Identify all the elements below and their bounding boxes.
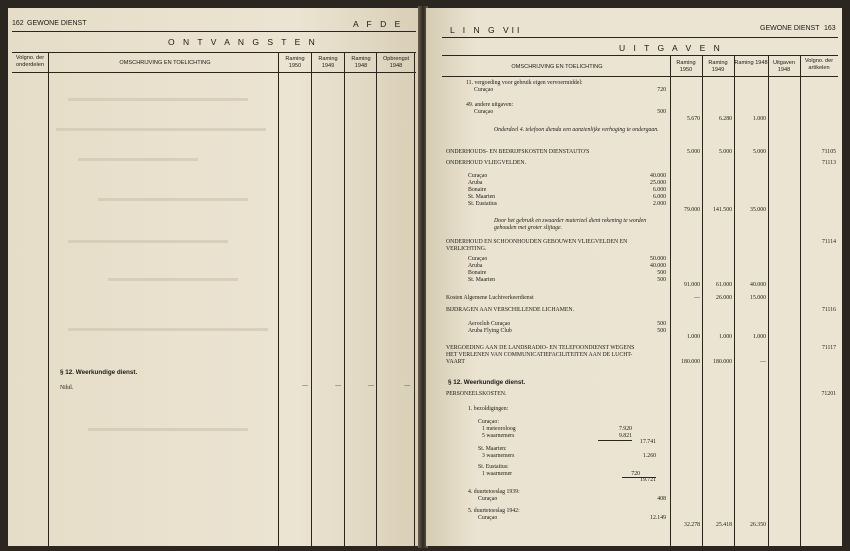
val-1949: 141.500	[713, 207, 732, 213]
val-1949: 5.000	[718, 149, 732, 155]
subtotal: 17.741	[640, 439, 656, 445]
col-omschrijving: OMSCHRIJVING EN TOELICHTING	[511, 64, 603, 70]
val-1948: 1.000	[752, 334, 766, 340]
val-1949: 26.000	[716, 295, 732, 301]
row-label: Curaçao	[474, 87, 494, 93]
row-onderhoud-gebouwen: ONDERHOUD EN SCHOONHOUDEN GEBOUWEN VLIEGVELDEN EN VERLICHTING.	[446, 239, 628, 252]
island-amount: 500	[657, 277, 666, 283]
val-1950: —	[694, 295, 700, 301]
row-bijdragen: BIJDRAGEN AAN VERSCHILLENDE LICHAMEN.	[446, 307, 575, 313]
row-luchtverkeerdienst: Kosten Algemene Luchtverkeerdienst	[446, 295, 534, 301]
val-1948: —	[760, 359, 766, 365]
island-heading: St. Eustatius:	[478, 464, 509, 470]
bleed-through	[108, 278, 238, 281]
row-landsradio-1: VERGOEDING AAN DE LANDSRADIO- EN TELEFOONDIENST WEGENS	[446, 345, 635, 351]
column-rule	[311, 52, 312, 546]
note-materieel: Door het gebruik en zwaarder materieel dient rekening te worden gehouden met groter slijtage.	[494, 218, 647, 231]
club-amount: 500	[657, 328, 666, 334]
left-page	[8, 8, 420, 546]
row-label: Curaçao	[474, 109, 494, 115]
column-rule	[376, 52, 377, 546]
table-top-rule	[442, 55, 838, 56]
island-label: St. Eustatius	[468, 201, 497, 207]
col-raming-1950: Raming 1950	[676, 60, 696, 73]
val-1950: 91.000	[684, 282, 700, 288]
row-sub: 408	[657, 496, 666, 502]
row-label: Curaçao	[478, 515, 498, 521]
table-top-rule	[12, 52, 416, 53]
left-page-number: 162	[12, 20, 24, 27]
staff-label: 1 meteoroloog	[482, 426, 516, 432]
column-rule	[768, 55, 769, 546]
row-duurtetoeslag-1942: 5. duurtetoeslag 1942:	[468, 508, 520, 514]
column-rule	[800, 55, 801, 546]
island-amount: 6.000	[652, 194, 666, 200]
staff-amount: 1.260	[642, 453, 656, 459]
island-amount: 50.000	[650, 256, 666, 262]
island-amount: 2.000	[652, 201, 666, 207]
bleed-through	[88, 428, 248, 431]
island-label: Curaçao	[468, 173, 488, 179]
island-heading: St. Maarten:	[478, 446, 507, 452]
right-page-number: 163	[824, 25, 836, 32]
col-raming-1948: Raming 1948	[734, 60, 768, 66]
note-telefoon: Onderdeel 4. telefoon dienda een aanzienlijke verhoging te ondergaan.	[494, 127, 659, 133]
island-label: Bonaire	[468, 187, 487, 193]
right-table-title: U I T G A V E N	[619, 43, 723, 53]
table-head-rule	[442, 76, 838, 77]
island-amount: 25.000	[650, 180, 666, 186]
row-bezoldigingen: 1. bezoldigingen:	[468, 406, 509, 412]
club-label: Aeroclub Curaçao	[468, 321, 511, 327]
val-1950: 5.670	[686, 116, 700, 122]
dash-opbrengst: —	[404, 383, 410, 389]
val-1948: 5.000	[752, 149, 766, 155]
row-landsradio-3: VAART	[446, 359, 465, 365]
col-opbrengst-1948: Opbrengst 1948	[382, 56, 410, 69]
right-page	[426, 8, 842, 546]
row-personeelskosten: PERSONEELSKOSTEN.	[446, 391, 507, 397]
bleed-through	[98, 198, 248, 201]
val-1949: 1.000	[718, 334, 732, 340]
left-section-fragment: A F D E	[353, 19, 404, 29]
val-1950: 1.000	[686, 334, 700, 340]
bleed-through	[68, 328, 268, 331]
island-heading: Curaçao:	[478, 419, 499, 425]
val-1948: 26.350	[750, 522, 766, 528]
row-item-49: 49. andere uitgaven:	[466, 102, 514, 108]
artikel-number: 71105	[821, 149, 836, 155]
column-rule	[734, 55, 735, 546]
header-rule	[12, 31, 416, 32]
artikel-number: 71116	[821, 307, 836, 313]
dash-1949: —	[335, 383, 341, 389]
col-volgno-artikelen: Volgno. der artikelen	[804, 58, 834, 71]
column-rule	[670, 55, 671, 546]
island-amount: 500	[657, 270, 666, 276]
row-landsradio-2: HET VERLENEN VAN COMMUNICATIEFACILITEITEN AAN DE LUCHT-	[446, 352, 633, 358]
staff-label: 1 waarnemer	[482, 471, 513, 477]
col-raming-1949: Raming 1949	[708, 60, 728, 73]
column-rule	[278, 52, 279, 546]
staff-label: 5 waarnemers	[482, 433, 515, 439]
val-1949: 25.418	[716, 522, 732, 528]
col-raming-1948: Raming 1948	[351, 56, 371, 69]
row-sub: 720	[657, 87, 666, 93]
header-rule	[442, 37, 838, 38]
left-table-title: O N T V A N G S T E N	[168, 37, 318, 47]
artikel-number: 71201	[821, 391, 836, 397]
col-raming-1949: Raming 1949	[318, 56, 338, 69]
island-amount: 6.000	[652, 187, 666, 193]
val-1948: 15.000	[750, 295, 766, 301]
right-section-fragment: L I N G VII	[450, 25, 523, 35]
island-label: St. Maarten	[468, 277, 496, 283]
val-1948: 1.000	[752, 116, 766, 122]
row-onderhoud-vliegvelden: ONDERHOUD VLIEGVELDEN.	[446, 160, 527, 166]
artikel-number: 71114	[821, 239, 836, 245]
staff-label: 3 waarnemers	[482, 453, 515, 459]
nihil-label: Nihil.	[60, 385, 74, 391]
island-amount: 40.000	[650, 173, 666, 179]
row-duurtetoeslag-1939: 4. duurtetoeslag 1939:	[468, 489, 520, 495]
column-rule	[48, 52, 49, 546]
dash-1950: —	[302, 383, 308, 389]
artikel-number: 71117	[821, 345, 836, 351]
right-section-title: § 12. Weerkundige dienst.	[448, 379, 526, 386]
col-volgno: Volgno. der onderdelen	[15, 55, 45, 68]
bleed-through	[68, 240, 228, 243]
col-uitgaven-1948: Uitgaven 1948	[772, 60, 796, 73]
right-running-head: GEWONE DIENST	[760, 25, 820, 32]
artikel-number: 71113	[821, 160, 836, 166]
subtotal: 19.721	[640, 477, 656, 483]
val-1950: 180.000	[681, 359, 700, 365]
column-rule	[702, 55, 703, 546]
bleed-through	[68, 98, 248, 101]
val-1950: 32.278	[684, 522, 700, 528]
row-dienstautos: ONDERHOUDS- EN BEDRIJFSKOSTEN DIENSTAUTO'S	[446, 149, 590, 155]
bleed-through	[78, 158, 198, 161]
row-sub: 12.149	[650, 515, 666, 521]
island-label: Curaçao	[468, 256, 488, 262]
table-head-rule	[12, 72, 416, 73]
val-1950: 79.000	[684, 207, 700, 213]
row-sub: 500	[657, 109, 666, 115]
dash-1948: —	[368, 383, 374, 389]
island-label: St. Maarten	[468, 194, 496, 200]
island-label: Bonaire	[468, 270, 487, 276]
left-section-title: § 12. Weerkundige dienst.	[60, 369, 138, 376]
staff-amount: 720	[631, 471, 640, 477]
bleed-through	[56, 128, 266, 131]
row-item-11: 11. vergoeding voor gebruik eigen vervoermiddel:	[466, 80, 583, 86]
staff-amount: 7.920	[618, 426, 632, 432]
column-rule	[414, 52, 415, 546]
island-amount: 40.000	[650, 263, 666, 269]
val-1948: 40.000	[750, 282, 766, 288]
island-label: Aruba	[468, 263, 483, 269]
club-label: Aruba Flying Club	[468, 328, 512, 334]
val-1949: 180.000	[713, 359, 732, 365]
val-1948: 35.000	[750, 207, 766, 213]
val-1949: 6.280	[718, 116, 732, 122]
island-label: Aruba	[468, 180, 483, 186]
row-label: Curaçao	[478, 496, 498, 502]
club-amount: 500	[657, 321, 666, 327]
staff-amount: 9.821	[618, 433, 632, 439]
col-omschrijving: OMSCHRIJVING EN TOELICHTING	[119, 60, 211, 66]
col-raming-1950: Raming 1950	[285, 56, 305, 69]
val-1949: 61.000	[716, 282, 732, 288]
left-running-head: GEWONE DIENST	[27, 20, 87, 27]
val-1950: 5.000	[686, 149, 700, 155]
column-rule	[344, 52, 345, 546]
